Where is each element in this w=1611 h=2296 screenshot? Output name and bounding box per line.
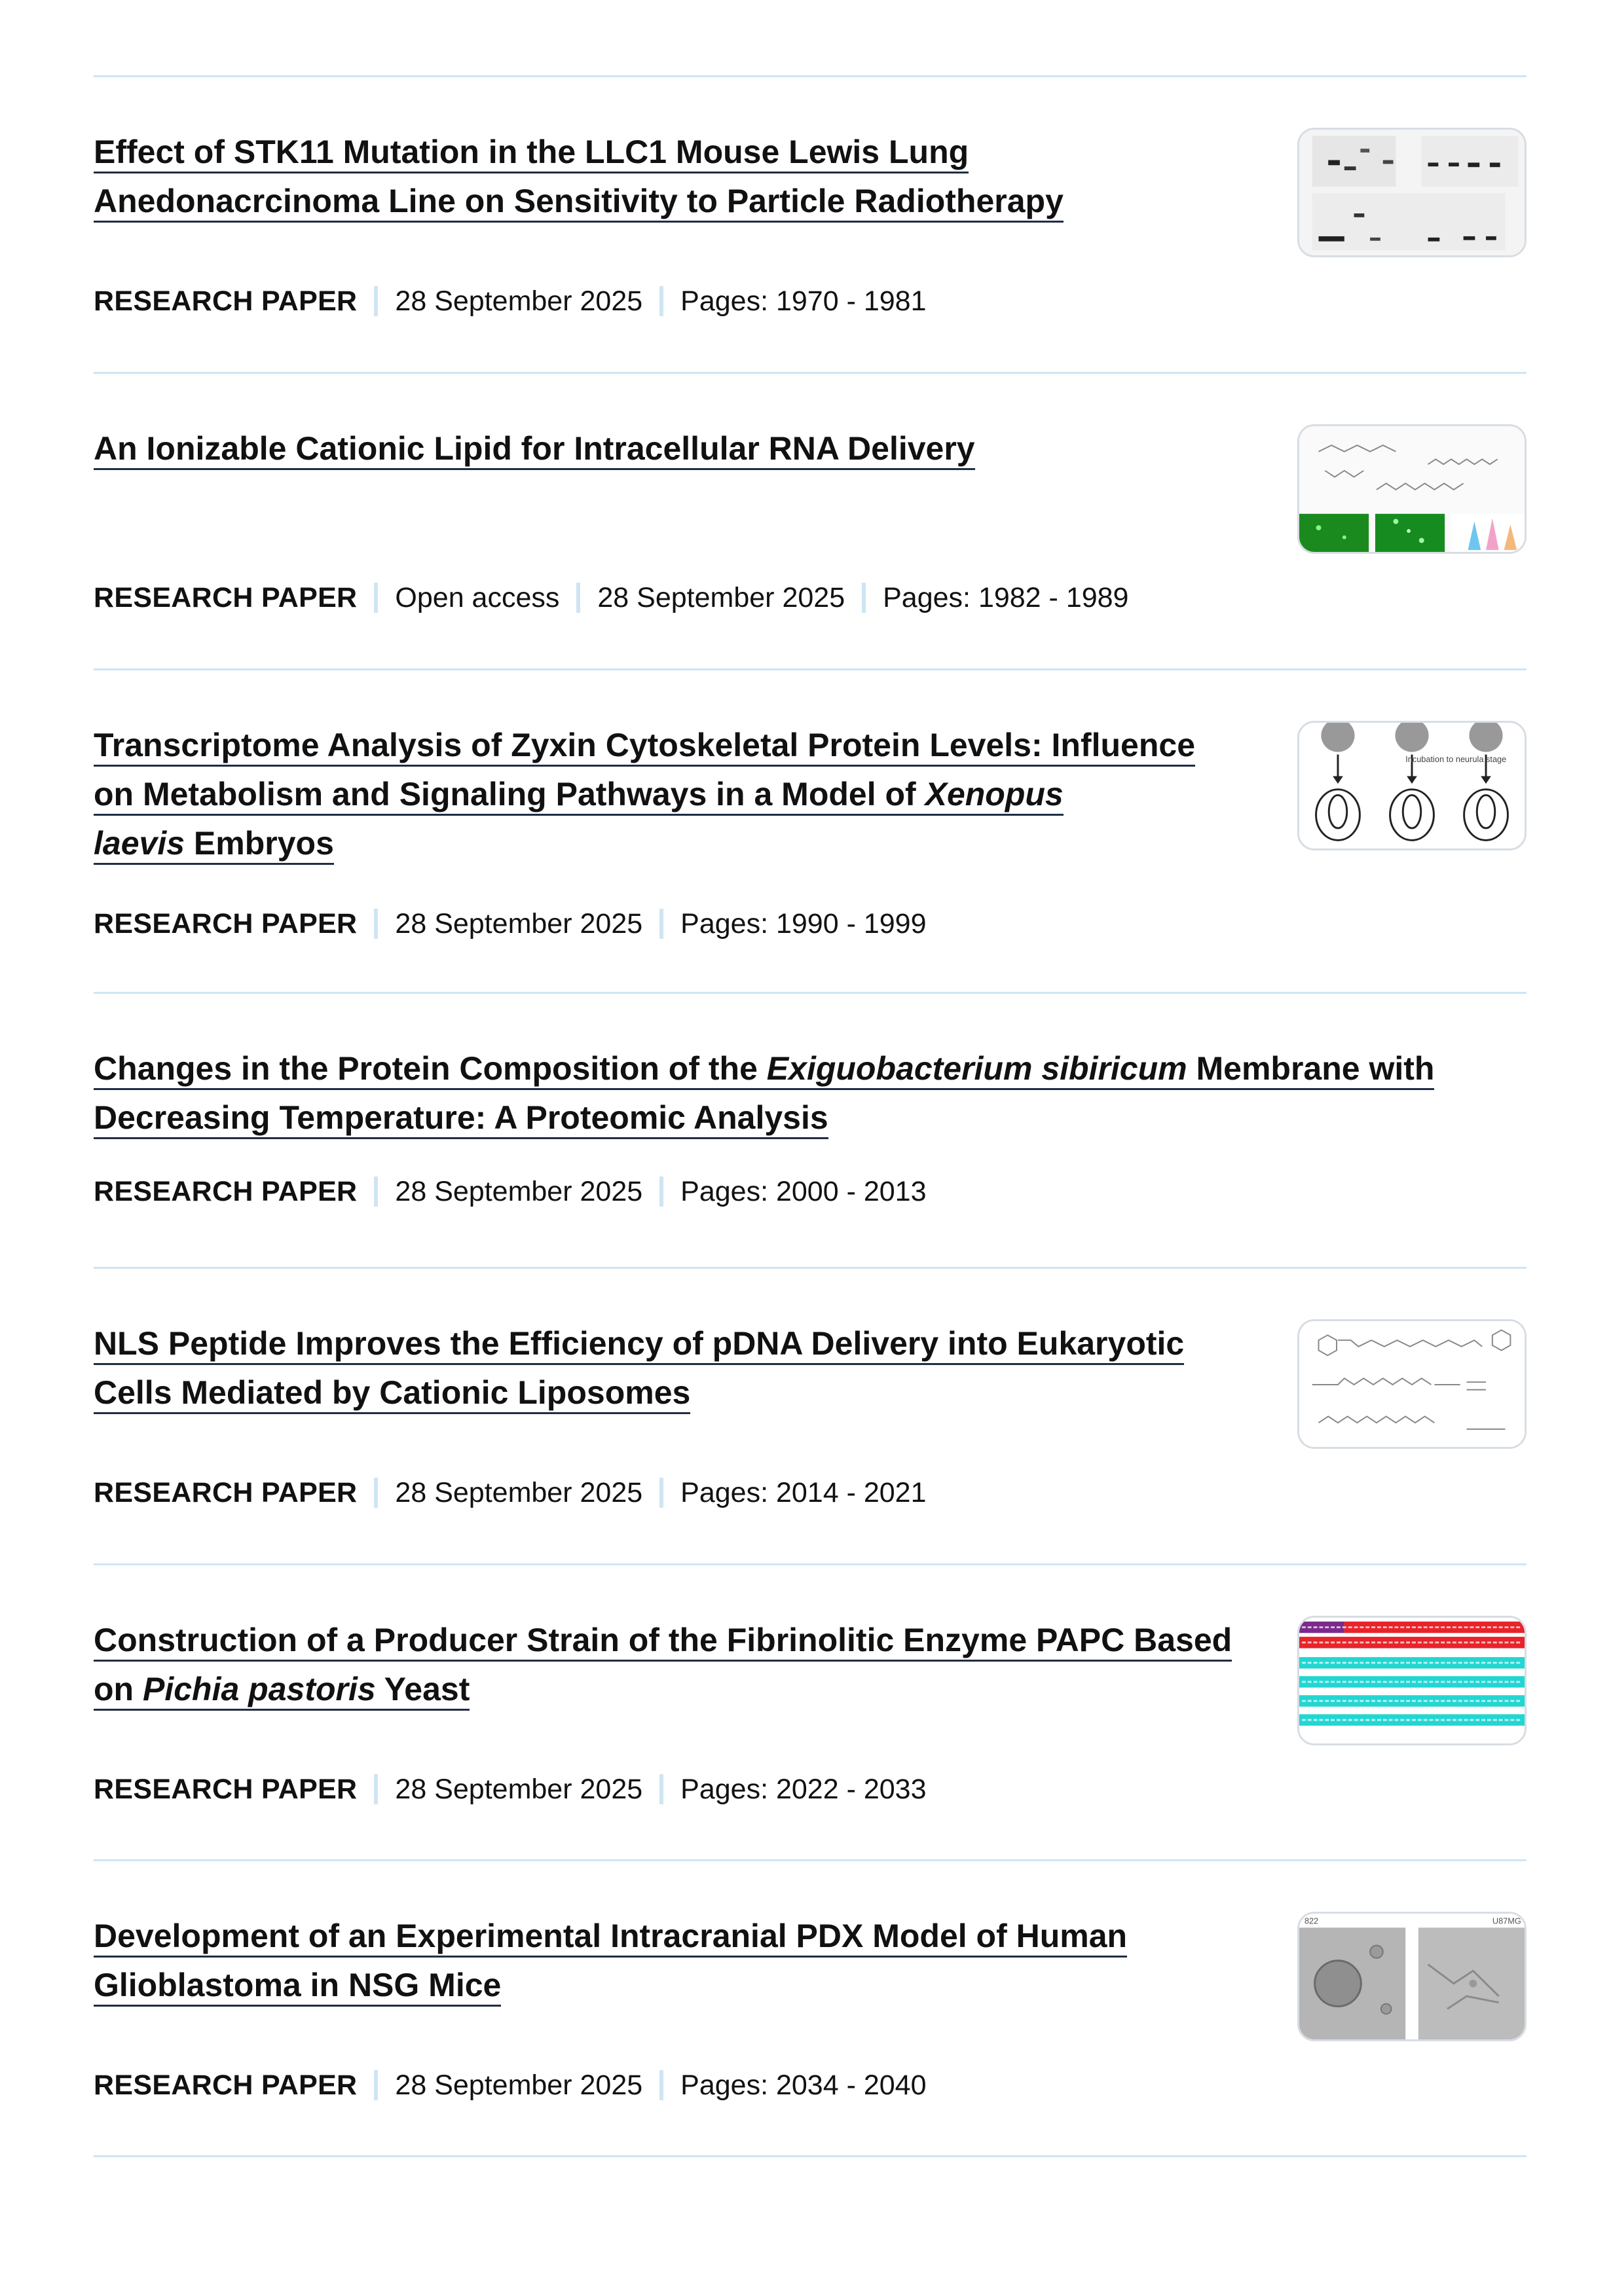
article-type: RESEARCH PAPER [94, 908, 358, 939]
article-type: RESEARCH PAPER [94, 1176, 358, 1207]
article-type: RESEARCH PAPER [94, 582, 358, 613]
divider [94, 668, 1527, 670]
publication-date: 28 September 2025 [597, 582, 845, 613]
article-title-link[interactable] [94, 1622, 1232, 1711]
title-text: Yeast [375, 1671, 470, 1707]
meta-separator [862, 583, 866, 613]
species-name: Xenopus [925, 776, 1064, 812]
article-title [94, 1044, 1527, 1142]
title-text: Membrane with [1187, 1050, 1435, 1087]
gel-electrophoresis-thumbnail[interactable] [1297, 128, 1527, 257]
meta-separator [659, 286, 663, 316]
peptide-structure-thumbnail[interactable] [1297, 1319, 1527, 1449]
article-type: RESEARCH PAPER [94, 1774, 358, 1805]
article-meta [94, 1773, 927, 1806]
title-text: Construction of a Producer Strain of the Fibrinolitic Enzyme PAPC Based [94, 1622, 1232, 1658]
article-title [94, 128, 1246, 226]
publication-date: 28 September 2025 [395, 908, 643, 939]
divider [94, 1563, 1527, 1565]
article-meta [94, 1175, 927, 1208]
title-text: on [94, 1671, 143, 1707]
title-line: Development of an Experimental Intracranial PDX Model of Human [94, 1918, 1127, 1958]
meta-separator [374, 286, 378, 316]
sequence-alignment-icon [1299, 1618, 1525, 1743]
meta-separator [659, 1774, 663, 1804]
sequence-alignment-thumbnail[interactable] [1297, 1616, 1527, 1745]
article-meta [94, 285, 927, 318]
meta-separator [374, 583, 378, 613]
page-range: Pages: 2034 - 2040 [680, 2069, 927, 2101]
title-text: Embryos [185, 825, 334, 862]
title-line [94, 727, 1195, 767]
page-range: Pages: 2014 - 2021 [680, 1477, 927, 1508]
title-text: Changes in the Protein Composition of the [94, 1050, 767, 1087]
divider [94, 2155, 1527, 2157]
title-line [94, 776, 1064, 816]
title-text: Decreasing Temperature: A Proteomic Analysis [94, 1099, 828, 1136]
meta-separator [659, 1478, 663, 1508]
lipid-structure-icon [1299, 426, 1525, 552]
divider [94, 1267, 1527, 1269]
article-meta [94, 581, 1128, 614]
lipid-structure-thumbnail[interactable] [1297, 424, 1527, 554]
page-range: Pages: 1990 - 1999 [680, 908, 927, 939]
title-line: Cells Mediated by Cationic Liposomes [94, 1374, 690, 1414]
article-title [94, 1912, 1246, 2010]
page-range: Pages: 1982 - 1989 [883, 582, 1129, 613]
open-access-label: Open access [395, 582, 560, 613]
divider [94, 372, 1527, 374]
article-type: RESEARCH PAPER [94, 2069, 358, 2101]
title-line [94, 1099, 828, 1139]
meta-separator [374, 1478, 378, 1508]
title-line [94, 1671, 470, 1711]
title-line: Effect of STK11 Mutation in the LLC1 Mouse Lewis Lung [94, 134, 969, 173]
species-name: Exiguobacterium sibiricum [766, 1050, 1187, 1087]
publication-date: 28 September 2025 [395, 1176, 643, 1207]
embryo-injection-thumbnail[interactable] [1297, 721, 1527, 850]
meta-separator [659, 2070, 663, 2100]
article-title [94, 1319, 1246, 1417]
thumbnail-label: U87MG [1492, 1916, 1521, 1926]
meta-separator [659, 1176, 663, 1207]
publication-date: 28 September 2025 [395, 2069, 643, 2101]
title-line: NLS Peptide Improves the Efficiency of pDNA Delivery into Eukaryotic [94, 1325, 1184, 1365]
thumbnail-caption: Incubation to neurula stage [1405, 755, 1507, 765]
article-title-link[interactable] [94, 1918, 1127, 2007]
divider [94, 992, 1527, 994]
article-title-link[interactable] [94, 727, 1195, 865]
microscopy-cells-icon [1299, 1914, 1525, 2039]
divider [94, 75, 1527, 77]
article-meta [94, 907, 927, 940]
page-range: Pages: 2022 - 2033 [680, 1774, 927, 1805]
peptide-structure-icon [1299, 1321, 1525, 1447]
gel-electrophoresis-icon [1299, 130, 1525, 255]
publication-date: 28 September 2025 [395, 1477, 643, 1508]
title-line [94, 1050, 1434, 1090]
title-line [94, 1622, 1232, 1662]
article-title-link[interactable] [94, 430, 975, 470]
meta-separator [659, 909, 663, 939]
article-type: RESEARCH PAPER [94, 285, 358, 317]
title-line [94, 825, 334, 865]
article-title-link[interactable] [94, 1325, 1184, 1414]
article-meta [94, 2069, 927, 2102]
microscopy-cells-thumbnail[interactable] [1297, 1912, 1527, 2041]
title-line: An Ionizable Cationic Lipid for Intracellular RNA Delivery [94, 430, 975, 470]
thumbnail-label: 822 [1304, 1916, 1319, 1926]
meta-separator [374, 1176, 378, 1207]
article-meta [94, 1476, 927, 1509]
article-title-link[interactable] [94, 1050, 1434, 1139]
article-title [94, 424, 1246, 473]
title-line: Anedonacrcinoma Line on Sensitivity to Particle Radiotherapy [94, 183, 1064, 223]
species-name: laevis [94, 825, 185, 862]
meta-separator [374, 2070, 378, 2100]
title-text: Transcriptome Analysis of Zyxin Cytoskeletal Protein Levels: Influence [94, 727, 1196, 763]
publication-date: 28 September 2025 [395, 285, 643, 317]
embryo-injection-icon [1299, 723, 1525, 848]
page-range: Pages: 1970 - 1981 [680, 285, 927, 317]
meta-separator [374, 909, 378, 939]
title-line: Glioblastoma in NSG Mice [94, 1967, 501, 2007]
meta-separator [576, 583, 580, 613]
title-text: on Metabolism and Signaling Pathways in a Model of [94, 776, 925, 812]
species-name: Pichia pastoris [142, 1671, 376, 1707]
article-title [94, 1616, 1246, 1714]
page-range: Pages: 2000 - 2013 [680, 1176, 927, 1207]
meta-separator [374, 1774, 378, 1804]
article-title [94, 721, 1246, 868]
article-type: RESEARCH PAPER [94, 1477, 358, 1508]
article-title-link[interactable] [94, 134, 1064, 223]
divider [94, 1859, 1527, 1861]
publication-date: 28 September 2025 [395, 1774, 643, 1805]
